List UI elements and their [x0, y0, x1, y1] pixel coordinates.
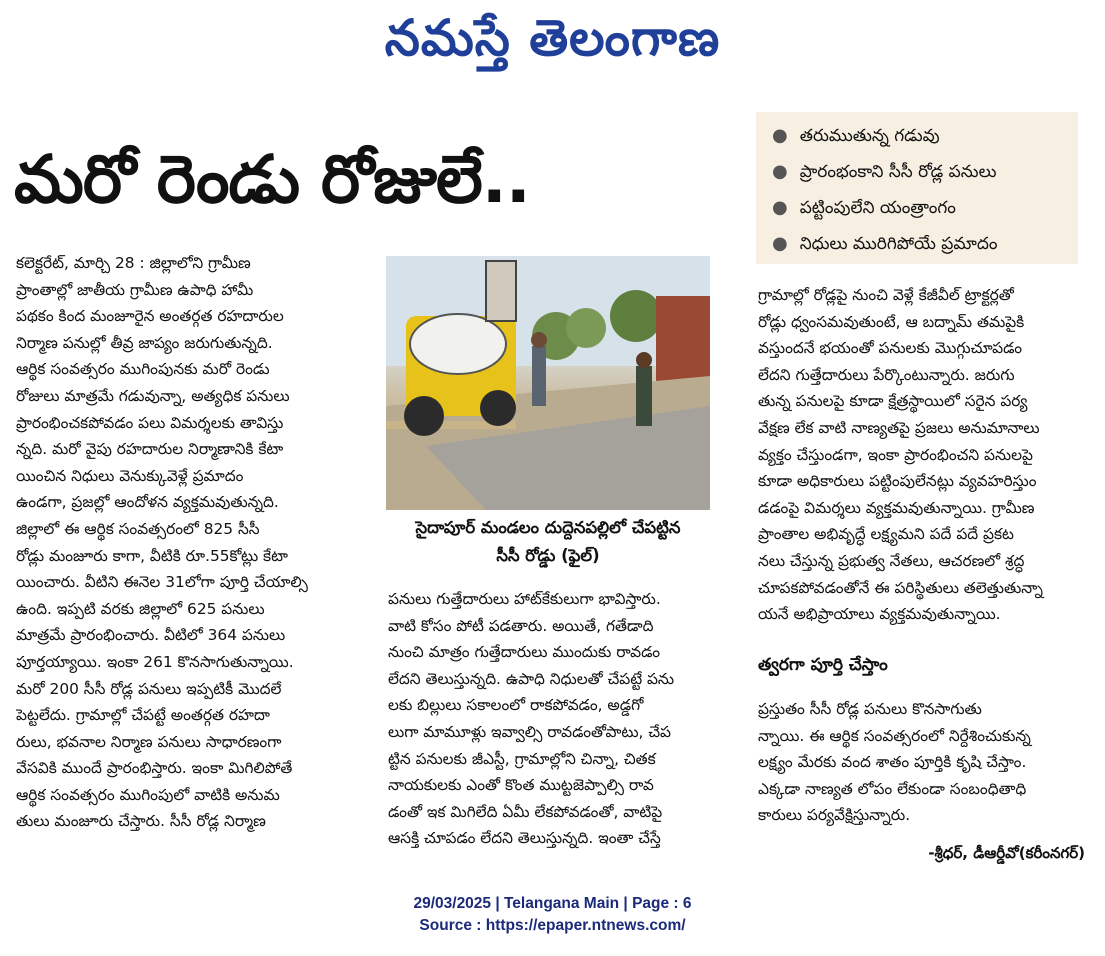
text-line: యించిన నిధులు వెనుక్కువెళ్లే ప్రమాదం [16, 466, 244, 485]
source-link[interactable]: Source : https://epaper.ntnews.com/ [419, 917, 686, 934]
article-column-1 [16, 250, 346, 835]
text-line: రోడ్లు మంజూరు కాగా, వీటికి రూ.55కోట్లు కేటా [16, 546, 288, 565]
text-line: జిల్లాలో ఈ ఆర్థిక సంవత్సరంలో 825 సీసీ [16, 519, 260, 538]
text-line: ఎక్కడా నాణ్యత లోపం లేకుండా సంబంధితాధి [758, 779, 1027, 798]
text-line: కూడా అధికారులు పట్టింపులేనట్లు వ్యవహరిస్తుం [758, 472, 1037, 491]
article-column-3 [758, 282, 1088, 628]
text-line: ఉంది. ఇప్పటి వరకు జిల్లాలో 625 పనులు [16, 599, 265, 618]
text-line: ప్రారంభించకపోవడం పలు విమర్శలకు తావిస్తు [16, 413, 284, 432]
text-line: డంతో ఇక మిగిలేది ఏమీ లేకపోవడంతో, వాటిపై [388, 802, 663, 821]
text-line: లేదని గుత్తేదారులు పేర్కొంటున్నారు. జరుగు [758, 365, 1015, 384]
text-line: నలు చేస్తున్న ప్రభుత్వ నేతలు, ఆచరణలో శ్రద్ధ [758, 551, 1025, 570]
text-line: లేదని తెలుస్తున్నది. ఉపాధి నిధులతో చేపట్టే పను [388, 669, 675, 688]
text-line: చూపకపోవడంతోనే ఈ పరిస్థితులు తలెత్తుతున్నా [758, 578, 1043, 597]
text-line: నాయకులకు ఎంతో కొంత ముట్టజెప్పాల్సి రావ [388, 776, 654, 795]
highlight-item: ● నిధులు మురిగిపోయే ప్రమాదం [772, 233, 998, 254]
text-line: రోజులు మాత్రమే గడువున్నా, అత్యధిక పనులు [16, 386, 290, 405]
edition-info: 29/03/2025 | Telangana Main | Page : 6 [413, 895, 692, 912]
text-line: ఆర్థిక సంవత్సరం ముగింపునకు మరో రెండు [16, 360, 270, 379]
article-column-2 [388, 586, 718, 852]
text-line: కారులు పర్యవేక్షిస్తున్నారు. [758, 806, 911, 825]
text-line: తులు మంజూరు చేస్తారు. సీసీ రోడ్ల నిర్మాణ [16, 812, 266, 831]
cement-mixer-illustration [386, 256, 710, 510]
text-line: ఉండగా, ప్రజల్లో ఆందోళన వ్యక్తమవుతున్నది. [16, 493, 279, 512]
highlights-box [756, 112, 1078, 264]
text-line: యనే అభిప్రాయాలు వ్యక్తమవుతున్నాయి. [758, 605, 1001, 624]
text-line: వ్యక్తం చేస్తుండగా, ఇంకా ప్రారంభించని పనులపై [758, 445, 1033, 464]
text-line: ప్రాంతాల్లో జాతీయ గ్రామీణ ఉపాధి హామీ [16, 280, 254, 299]
text-line: వాటి కోసం పోటీ పడతారు. అయితే, గతేడాది [388, 616, 654, 635]
highlight-item: ● తరుముతున్న గడువు [772, 125, 940, 146]
bullet-icon: ● [772, 233, 788, 254]
text-line: నుంచి మాత్రం గుత్తేదారులు ముందుకు రావడం [388, 643, 661, 662]
text-line: న్నది. మరో వైపు రహదారుల నిర్మాణానికి కేటా [16, 440, 284, 459]
text-line: గ్రామాల్లో రోడ్లపై నుంచి వెళ్లే కేజీవీల్ ట్రాక్టర్లతో [758, 286, 1014, 304]
highlight-item: ● పట్టింపులేని యంత్రాంగం [772, 197, 956, 218]
byline: -శ్రీధర్, డీఆర్డీవో(కరీంనగర్) [928, 844, 1085, 862]
text-line: ప్రాంతాల అభివృద్ధే లక్ష్యమని పదే పదే ప్రకట [758, 525, 1014, 544]
caption-line: సీసీ రోడ్డు (ఫైల్) [496, 546, 600, 565]
text-line: తున్న పనులపై కూడా క్షేత్రస్థాయిలో సరైన పర్య [758, 392, 1028, 411]
text-line: ట్టిన పనులకు జీఎస్టీ, గ్రామాల్లోని చిన్నా, చితక [388, 749, 656, 768]
bullet-icon: ● [772, 125, 788, 146]
text-line: పెట్టలేదు. గ్రామాల్లో చేపట్టే అంతర్గత రహదా [16, 706, 270, 725]
text-line: లక్ష్యం మేరకు వంద శాతం పూర్తికి కృషి చేస్తాం. [758, 753, 1027, 772]
text-line: మరో 200 సీసీ రోడ్ల పనులు ఇప్పటికీ మొదలే [16, 679, 282, 698]
text-line: వస్తుందనే భయంతో పనులకు మొగ్గుచూపడం [758, 339, 1023, 358]
text-line: లకు బిల్లులు సకాలంలో రాకపోవడం, అడ్డగో [388, 696, 644, 715]
text-line: రోడ్లు ధ్వంసమవుతుంటే, ఆ బద్నామ్ తమపైకి [758, 312, 1025, 331]
text-line: లుగా మామూళ్లు ఇవ్వాల్సి రావడంతోపాటు, చేప [388, 722, 671, 741]
bullet-icon: ● [772, 161, 788, 182]
headline: మరో రెండు రోజులే.. [14, 141, 530, 218]
text-line: రులు, భవనాల నిర్మాణ పనులు సాధారణంగా [16, 732, 282, 751]
text-line: వేక్షణ లేక వాటి నాణ్యతపై ప్రజలు అనుమానాలు [758, 418, 1040, 437]
text-line: ఆర్థిక సంవత్సరం ముగింపులో వాటికి అనుమ [16, 785, 280, 804]
text-line: నిర్మాణ పనుల్లో తీవ్ర జాప్యం జరుగుతున్నది. [16, 333, 273, 352]
official-quote [758, 696, 1088, 829]
article-photo [386, 256, 710, 510]
text-line: పథకం కింద మంజూరైన అంతర్గత రహదారుల [16, 307, 284, 326]
text-line: న్నాయి. ఈ ఆర్థిక సంవత్సరంలో నిర్దేశించుకున్న [758, 726, 1031, 745]
text-line: పనులు గుత్తేదారులు హాట్‌కేకులుగా భావిస్తారు. [388, 590, 661, 608]
caption-line: సైదాపూర్ మండలం దుద్దెనపల్లిలో చేపట్టిన [415, 518, 681, 537]
highlight-item: ● ప్రారంభంకాని సీసీ రోడ్ల పనులు [772, 161, 997, 182]
bullet-icon: ● [772, 197, 788, 218]
text-line: యించారు. వీటిని ఈనెల 31లోగా పూర్తి చేయాల్సి [16, 573, 308, 592]
photo-caption [386, 514, 710, 574]
text-line: డడంపై విమర్శలు వ్యక్తమవుతున్నాయి. గ్రామీణ [758, 498, 1035, 517]
text-line: పూర్తయ్యాయి. ఇంకా 261 కొనసాగుతున్నాయి. [16, 652, 294, 671]
text-line: మాత్రమే ప్రారంభించారు. వీటిలో 364 పనులు [16, 626, 286, 645]
subheading: త్వరగా పూర్తి చేస్తాం [758, 655, 888, 675]
text-line: వేసవికి ముందే ప్రారంభిస్తారు. ఇంకా మిగిలిపోతే [16, 759, 293, 778]
masthead: నమస్తే తెలంగాణ [384, 9, 721, 67]
text-line: కలెక్టరేట్, మార్చి 28 : జిల్లాలోని గ్రామీణ [16, 254, 251, 272]
text-line: ప్రస్తుతం సీసీ రోడ్ల పనులు కొనసాగుతు [758, 700, 982, 718]
text-line: ఆసక్తి చూపడం లేదని తెలుస్తున్నది. ఇంతా చేస్తే [388, 829, 661, 848]
